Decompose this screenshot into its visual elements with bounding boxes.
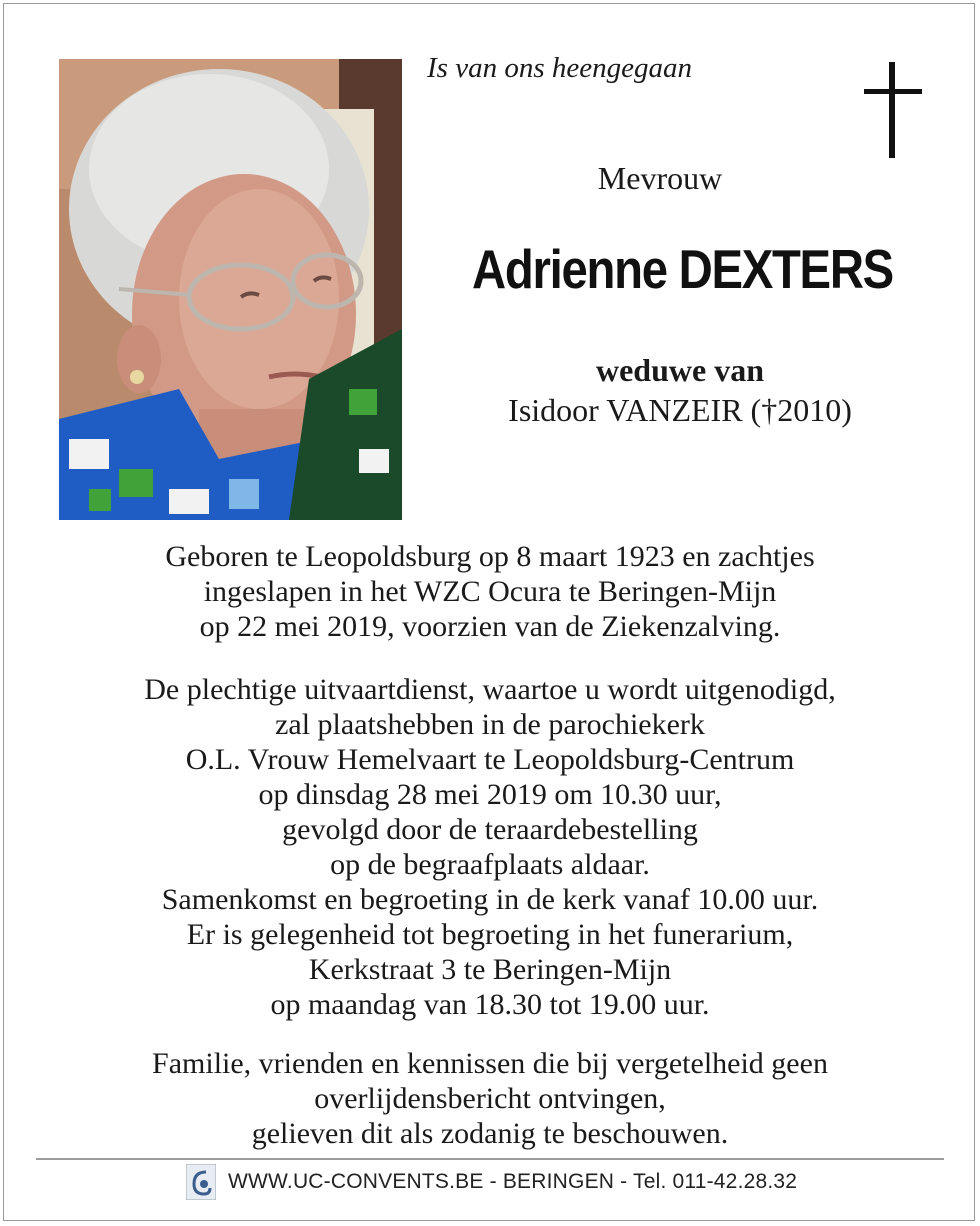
text-line: zal plaatshebben in de parochiekerk bbox=[275, 708, 705, 741]
text-line: gevolgd door de teraardebestelling bbox=[282, 813, 698, 846]
text-line: op maandag van 18.30 tot 19.00 uur. bbox=[270, 988, 710, 1021]
text-line: Er is gelegenheid tot begroeting in het funerarium, bbox=[186, 918, 794, 951]
text-line: ingeslapen in het WZC Ocura te Beringen-Mijn bbox=[203, 575, 777, 608]
intro-text: Is van ons heengegaan bbox=[427, 52, 692, 84]
text-line: Samenkomst en begroeting in de kerk vanaf 10.00 uur. bbox=[161, 883, 819, 916]
footer-contact: WWW.UC-CONVENTS.BE - BERINGEN - Tel. 011-42.28.32 bbox=[228, 1170, 798, 1193]
text-line: De plechtige uitvaartdienst, waartoe u wordt uitgenodigd, bbox=[144, 673, 836, 706]
text-line: Familie, vrienden en kennissen die bij vergetelheid geen bbox=[152, 1047, 828, 1080]
honorific: Mevrouw bbox=[597, 160, 723, 196]
text-line: overlijdensbericht ontvingen, bbox=[314, 1082, 666, 1115]
birth-paragraph bbox=[40, 539, 940, 644]
footer-divider bbox=[36, 1158, 944, 1160]
text-line: O.L. Vrouw Hemelvaart te Leopoldsburg-Centrum bbox=[185, 743, 795, 776]
text-line: Geboren te Leopoldsburg op 8 maart 1923 en zachtjes bbox=[165, 540, 815, 573]
closing-paragraph bbox=[40, 1046, 940, 1151]
spouse-name: Isidoor VANZEIR (†2010) bbox=[508, 392, 852, 428]
text-line: Kerkstraat 3 te Beringen-Mijn bbox=[308, 953, 672, 986]
text-line: gelieven dit als zodanig te beschouwen. bbox=[251, 1117, 729, 1150]
deceased-name: Adrienne DEXTERS bbox=[472, 238, 893, 300]
text-line: op 22 mei 2019, voorzien van de Ziekenzalving. bbox=[199, 610, 781, 643]
funeral-paragraph bbox=[40, 672, 940, 1022]
latin-cross-icon bbox=[864, 62, 922, 163]
widow-block bbox=[470, 350, 890, 430]
text-line: op dinsdag 28 mei 2019 om 10.30 uur, bbox=[258, 778, 722, 811]
widow-label: weduwe van bbox=[595, 352, 764, 388]
uc-convents-logo-icon bbox=[186, 1164, 216, 1200]
portrait-photo bbox=[59, 59, 402, 520]
text-line: op de begraafplaats aldaar. bbox=[330, 848, 650, 881]
footer bbox=[186, 1163, 797, 1201]
